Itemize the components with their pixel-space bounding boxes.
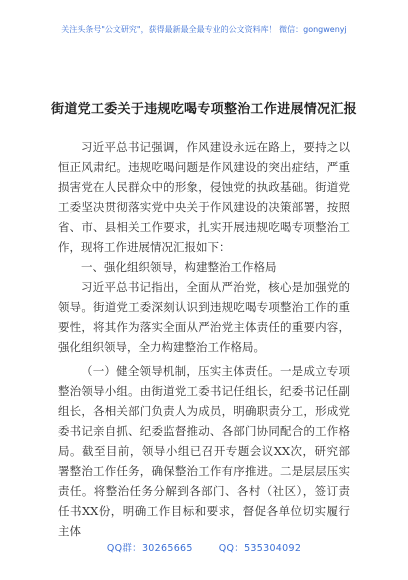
- header-banner: 关注头条号"公文研究"，获得最新最全最专业的公文资料库！ 微信：gongwenyj: [61, 25, 347, 34]
- footer-qq-group: QQ群：30265665: [106, 543, 193, 554]
- document-title: 街道党工委关于违规吃喝专项整治工作进展情况汇报: [51, 102, 357, 117]
- document-body: [58, 137, 350, 541]
- section-heading-1: 一、强化组织领导，构建整治工作格局: [81, 260, 277, 274]
- paragraph-intro: 习近平总书记强调，作风建设永远在路上，要持之以恒正风肃纪。违规吃喝问题是作风建设的突出症结，严重损害党在人民群众中的形象，侵蚀党的执政基础。街道党工委坚决贯彻落实党中央关于作风建设的决策部署，按照省、市、县相关工作要求，扎实开展违规吃喝专项整治工作，现将工作进展情况汇报如下：: [58, 140, 350, 254]
- paragraph-section-1: 习近平总书记指出，全面从严治党，核心是加强党的领导。街道党工委深刻认识到违规吃喝专项整治工作的重要性，将其作为落实全面从严治党主体责任的重要内容，强化组织领导，全力构建整治工作格局。: [58, 280, 350, 354]
- footer-contact: [0, 540, 408, 554]
- footer-qq: QQ：535304092: [218, 543, 302, 554]
- paragraph-subsection-1: （一）健全领导机制，压实主体责任。一是成立专项整治领导小组。由街道党工委书记任组长，纪委书记任副组长，各相关部门负责人为成员，明确职责分工，形成党委书记亲自抓、纪委监督推动、各部门协同配合的工作格局。截至目前，领导小组已召开专题会议XX次，研究部署整治工作任务，确保整治工作有序推进。二是层层压实责任。将整治任务分解到各部门、各村（社区），签订责任书XX份，明确工作目标和要求，督促各单位切实履行主体: [58, 364, 350, 538]
